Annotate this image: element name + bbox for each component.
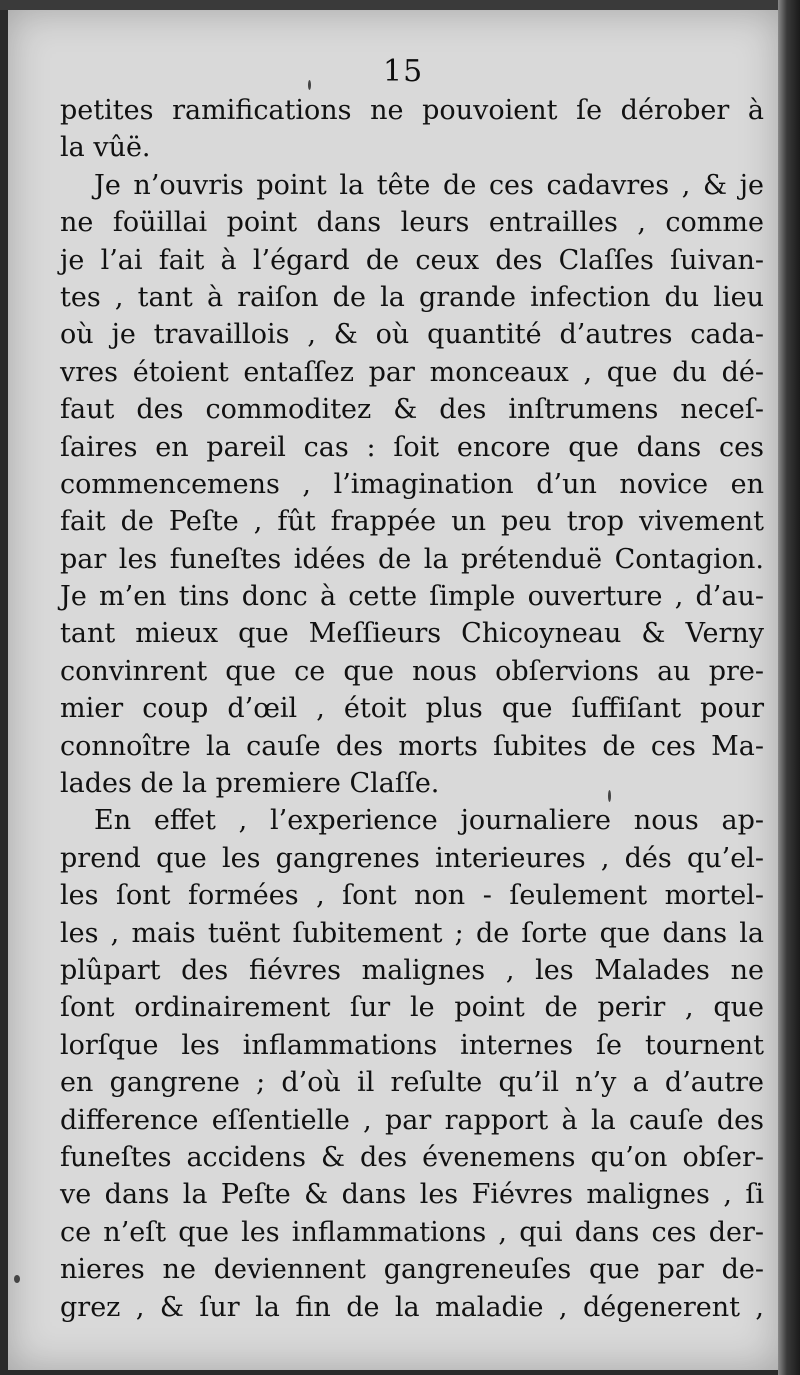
text-line: je l’ai fait à l’égard de ceux des Claſſes ſuivan- bbox=[60, 244, 764, 276]
page-gutter-edge bbox=[778, 0, 800, 1375]
text-line: difference eſſentielle , par rapport à la cauſe des bbox=[60, 1104, 764, 1136]
text-line: mier coup d’œil , étoit plus que ſuffiſant pour bbox=[60, 693, 764, 725]
text-line: lades de la premiere Claſſe. bbox=[60, 768, 440, 800]
paragraph-start-line: En effet , l’experience journaliere nous ap- bbox=[94, 805, 764, 837]
text-line: tant mieux que Meſſieurs Chicoyneau & Verny bbox=[60, 618, 764, 650]
text-line: vres étoient entaſſez par monceaux , que du dé- bbox=[60, 356, 764, 388]
text-line: petites ramifications ne pouvoient ſe dérober à bbox=[60, 95, 764, 126]
book-page bbox=[8, 10, 780, 1370]
text-line: où je travaillois , & où quantité d’autres cada- bbox=[60, 319, 764, 351]
text-line: en gangrene ; d’où il reſulte qu’il n’y a d’autre bbox=[60, 1067, 764, 1099]
text-line: prend que les gangrenes interieures , dés qu’el- bbox=[60, 842, 764, 874]
text-line: faut des commoditez & des inſtrumens neceſ- bbox=[60, 394, 764, 426]
text-line: tes , tant à raiſon de la grande infection du lieu bbox=[60, 281, 764, 313]
page-number: 15 bbox=[383, 54, 424, 89]
text-line: commencemens , l’imagination d’un novice en bbox=[60, 468, 764, 500]
text-line: la vûë. bbox=[60, 132, 151, 164]
text-line: ve dans la Peſte & dans les Fiévres malignes , ſi bbox=[60, 1179, 764, 1211]
text-line: ſont ordinairement ſur le point de perir , que bbox=[60, 992, 764, 1024]
text-line: les ſont formées , ſont non - ſeulement mortel- bbox=[60, 880, 764, 912]
text-line: convinrent que ce que nous obſervions au pre- bbox=[60, 655, 764, 687]
text-line: lorſque les inflammations internes ſe tournent bbox=[60, 1029, 764, 1061]
text-line: connoître la cauſe des morts ſubites de ces Ma- bbox=[60, 730, 764, 762]
text-line: par les funeſtes idées de la prétenduë Contagion. bbox=[60, 543, 764, 575]
text-line: ſaires en pareil cas : ſoit encore que dans ces bbox=[60, 431, 764, 463]
ink-speck bbox=[308, 80, 311, 90]
text-line: fait de Peſte , fût frappée un peu trop vivement bbox=[60, 506, 764, 538]
text-line: Je m’en tins donc à cette ſimple ouverture , d’au- bbox=[60, 581, 764, 613]
text-line: ce n’eſt que les inflammations , qui dans ces der- bbox=[60, 1216, 764, 1248]
text-line: grez , & ſur la fin de la maladie , dégenerent , bbox=[60, 1291, 764, 1323]
body-text bbox=[60, 92, 764, 1326]
text-line: funeſtes accidens & des évenemens qu’on obſer- bbox=[60, 1141, 764, 1173]
ink-speck bbox=[14, 1275, 20, 1283]
text-line: nieres ne deviennent gangreneuſes que par de- bbox=[60, 1254, 764, 1286]
scan-top-edge bbox=[0, 0, 800, 10]
ink-speck bbox=[608, 790, 611, 802]
text-line: plûpart des fiévres malignes , les Malades ne bbox=[60, 954, 764, 986]
text-line: les , mais tuënt ſubitement ; de ſorte que dans la bbox=[60, 917, 764, 949]
text-line: ne foüillai point dans leurs entrailles , comme bbox=[60, 207, 764, 239]
paragraph-start-line: Je n’ouvris point la tête de ces cadavres , & je bbox=[94, 169, 764, 201]
